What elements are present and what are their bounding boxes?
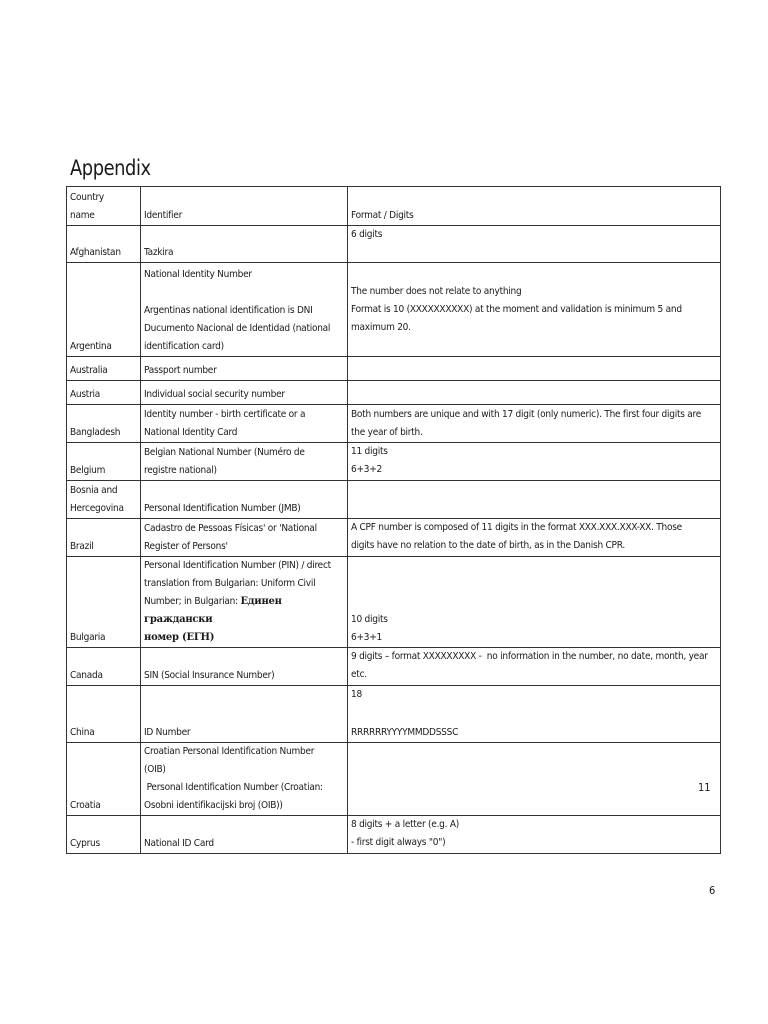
country-cell: Canada <box>67 648 141 686</box>
format-top-text: 18 <box>351 689 362 700</box>
identifier-native-text-2: номер (ЕГН) <box>144 632 215 643</box>
format-cell: A CPF number is composed of 11 digits in the format XXX.XXX.XXX-XX. Those digits have no relation to the date of birth, as in the Danish CPR. <box>348 519 721 557</box>
country-cell: Australia <box>67 357 141 381</box>
identifier-cell: Individual social security number <box>141 381 348 405</box>
identifier-cell: Identity number - birth certificate or a National Identity Card <box>141 405 348 443</box>
identifier-native-text-1: Единен граждански <box>144 596 285 625</box>
format-cell: 11 digits 6+3+2 <box>348 443 721 481</box>
table-row <box>67 816 721 854</box>
country-cell: Bangladesh <box>67 405 141 443</box>
header-format: Format / Digits <box>348 187 721 226</box>
format-text: RRRRRRYYYYMMDDSSSC <box>351 727 459 738</box>
identifier-cell: Passport number <box>141 357 348 381</box>
identifier-cell: ID Number <box>141 686 348 743</box>
format-cell <box>348 357 721 381</box>
table-row <box>67 557 721 648</box>
table-row <box>67 357 721 381</box>
table-header-row <box>67 187 721 226</box>
header-country: Country name <box>67 187 141 226</box>
identifier-text: Personal Identification Number (PIN) / direct translation from Bulgarian: Uniform Civil Number; in Bulgarian: <box>144 560 331 607</box>
country-cell: Bosnia and Hercegovina <box>67 481 141 519</box>
table-row <box>67 686 721 743</box>
identifier-cell: National Identity Number Argentinas national identification is DNI Ducumento Nacional de Identidad (national identification card) <box>141 263 348 357</box>
identifier-cell: Tazkira <box>141 226 348 263</box>
format-cell <box>348 743 721 816</box>
format-cell: 6 digits <box>348 226 721 263</box>
table-row <box>67 519 721 557</box>
country-cell: Bulgaria <box>67 557 141 648</box>
country-cell: Austria <box>67 381 141 405</box>
country-cell: Croatia <box>67 743 141 816</box>
table-row <box>67 226 721 263</box>
identifier-cell: National ID Card <box>141 816 348 854</box>
identifier-cell: Belgian National Number (Numéro de registre national) <box>141 443 348 481</box>
header-identifier: Identifier <box>141 187 348 226</box>
table-row <box>67 743 721 816</box>
country-cell: Cyprus <box>67 816 141 854</box>
table-row <box>67 405 721 443</box>
format-cell: 10 digits 6+3+1 <box>348 557 721 648</box>
identifier-cell <box>141 557 348 648</box>
format-cell <box>348 686 721 743</box>
format-cell: The number does not relate to anything Format is 10 (XXXXXXXXXX) at the moment and validation is minimum 5 and maximum 20. <box>348 263 721 357</box>
format-cell: 9 digits – format XXXXXXXXX - no information in the number, no date, month, year etc. <box>348 648 721 686</box>
format-cell <box>348 481 721 519</box>
appendix-heading: Appendix <box>70 156 151 180</box>
country-cell: Belgium <box>67 443 141 481</box>
identifier-table <box>66 186 721 854</box>
identifier-cell: Croatian Personal Identification Number (OIB) Personal Identification Number (Croatian: Osobni identifikacijski broj (OIB)) <box>141 743 348 816</box>
identifier-cell: Personal Identification Number (JMB) <box>141 481 348 519</box>
inner-page-number: 11 <box>698 781 711 794</box>
format-cell <box>348 381 721 405</box>
country-cell: China <box>67 686 141 743</box>
format-cell: 8 digits + a letter (e.g. A) - first digit always "0") <box>348 816 721 854</box>
country-cell: Argentina <box>67 263 141 357</box>
page-number: 6 <box>709 884 716 897</box>
identifier-cell: Cadastro de Pessoas Físicas' or 'National Register of Persons' <box>141 519 348 557</box>
country-cell: Brazil <box>67 519 141 557</box>
table-row <box>67 481 721 519</box>
table-row <box>67 381 721 405</box>
identifier-cell: SIN (Social Insurance Number) <box>141 648 348 686</box>
country-cell: Afghanistan <box>67 226 141 263</box>
table-row <box>67 648 721 686</box>
table-row <box>67 443 721 481</box>
format-cell: Both numbers are unique and with 17 digit (only numeric). The first four digits are the year of birth. <box>348 405 721 443</box>
table-row <box>67 263 721 357</box>
